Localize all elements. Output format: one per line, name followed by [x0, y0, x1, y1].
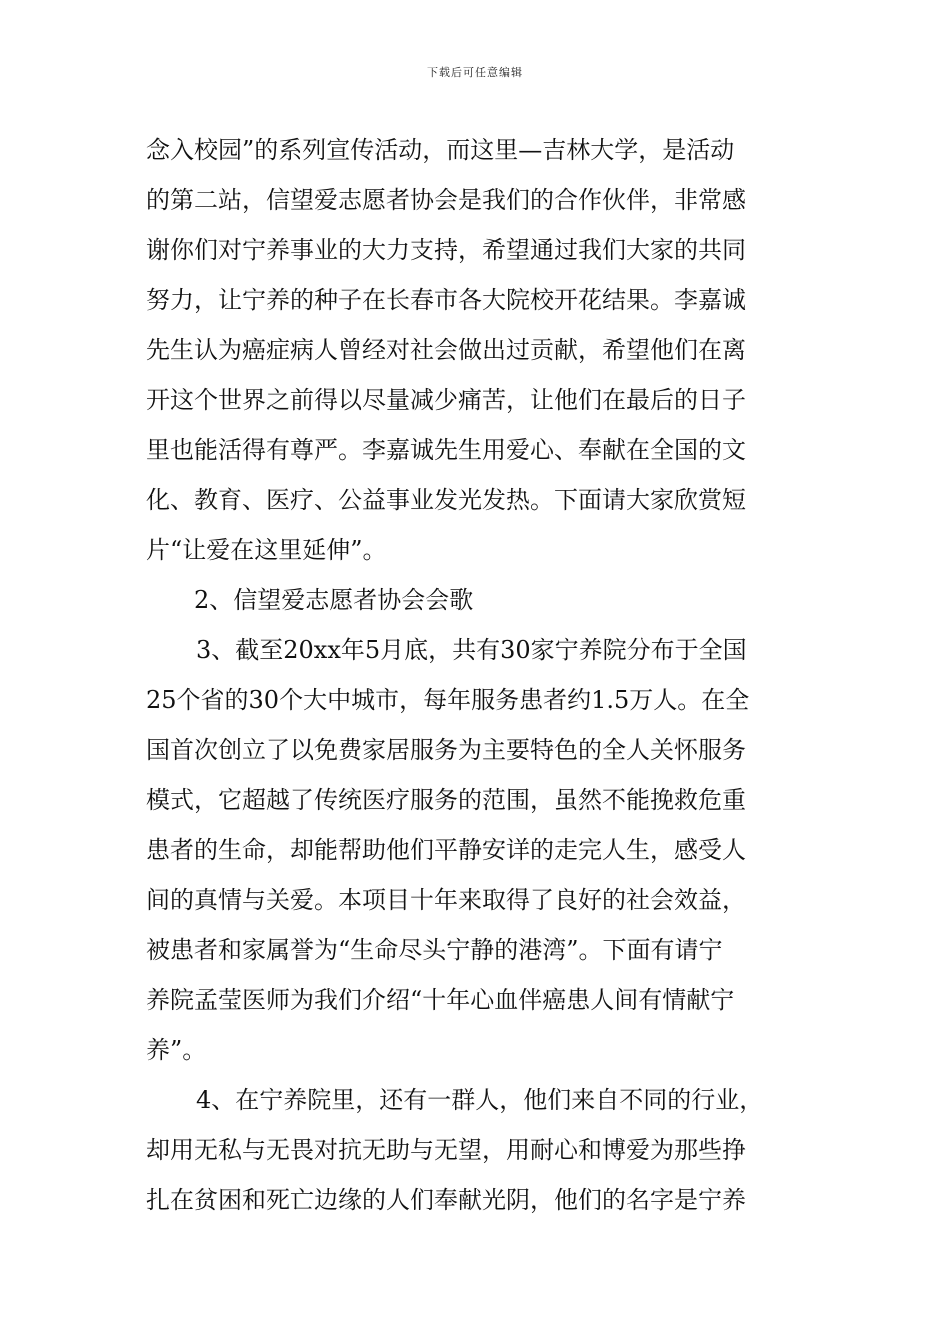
paragraph-line: 养”。 — [146, 1036, 207, 1064]
paragraph-line: 里也能活得有尊严。李嘉诚先生用爱心、奉献在全国的文 — [146, 436, 746, 464]
paragraph-line: 25个省的30个大中城市，每年服务患者约1.5万人。在全 — [146, 686, 750, 714]
paragraph-line: 谢你们对宁养事业的大力支持，希望通过我们大家的共同 — [146, 236, 746, 264]
paragraph-line: 国首次创立了以免费家居服务为主要特色的全人关怀服务 — [146, 736, 746, 764]
paragraph-line: 片“让爱在这里延伸”。 — [146, 536, 387, 564]
paragraph-line: 化、教育、医疗、公益事业发光发热。下面请大家欣赏短 — [146, 486, 746, 514]
paragraph-line: 先生认为癌症病人曾经对社会做出过贡献，希望他们在离 — [146, 336, 746, 364]
paragraph-line: 4、在宁养院里，还有一群人，他们来自不同的行业， — [196, 1086, 764, 1114]
paragraph-line: 开这个世界之前得以尽量减少痛苦，让他们在最后的日子 — [146, 386, 746, 414]
paragraph-line: 被患者和家属誉为“生命尽头宁静的港湾”。下面有请宁 — [146, 936, 723, 964]
paragraph-line: 养院孟莹医师为我们介绍“十年心血伴癌患人间有情献宁 — [146, 986, 735, 1014]
paragraph-line: 3、截至20xx年5月底，共有30家宁养院分布于全国 — [196, 636, 747, 664]
paragraph-line: 念入校园”的系列宣传活动，而这里—吉林大学，是活动 — [146, 136, 735, 164]
paragraph-line: 2、信望爱志愿者协会会歌 — [194, 586, 474, 614]
paragraph-line: 的第二站，信望爱志愿者协会是我们的合作伙伴，非常感 — [146, 186, 746, 214]
paragraph-line: 扎在贫困和死亡边缘的人们奉献光阴，他们的名字是宁养 — [146, 1186, 746, 1214]
paragraph-line: 却用无私与无畏对抗无助与无望，用耐心和博爱为那些挣 — [146, 1136, 746, 1164]
paragraph-line: 患者的生命，却能帮助他们平静安详的走完人生，感受人 — [146, 836, 746, 864]
paragraph-line: 模式，它超越了传统医疗服务的范围，虽然不能挽救危重 — [146, 786, 746, 814]
paragraph-line: 努力，让宁养的种子在长春市各大院校开花结果。李嘉诚 — [146, 286, 746, 314]
page-header-note: 下载后可任意编辑 — [427, 66, 523, 79]
paragraph-line: 间的真情与关爱。本项目十年来取得了良好的社会效益， — [146, 886, 746, 914]
